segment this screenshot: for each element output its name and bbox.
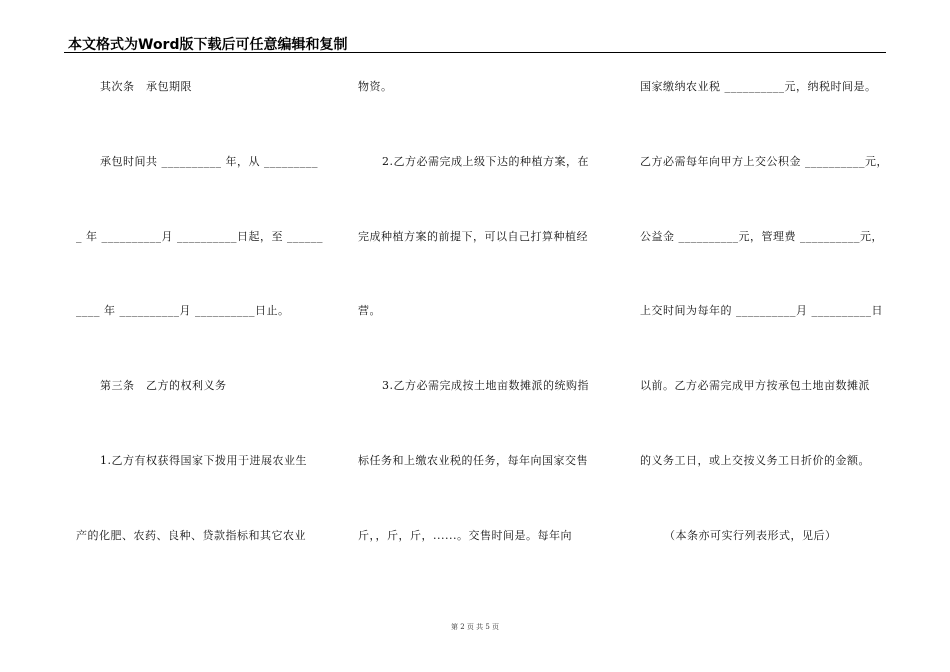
text-line: 1.乙方有权获得国家下拨用于进展农业生 bbox=[100, 454, 307, 467]
text-line: _ 年 __________月 __________日起，至 ______ bbox=[76, 230, 323, 243]
text-line: 以前。乙方必需完成甲方按承包土地亩数摊派 bbox=[640, 379, 870, 392]
text-line: 3.乙方必需完成按土地亩数摊派的统购指 bbox=[382, 379, 589, 392]
text-line: 的义务工日，或上交按义务工日折价的金额。 bbox=[640, 454, 870, 467]
text-line: 国家缴纳农业税 __________元，纳税时间是。 bbox=[640, 80, 877, 93]
text-line: 标任务和上缴农业税的任务，每年向国家交售 bbox=[358, 454, 588, 467]
text-line: 公益金 __________元，管理费 __________元， bbox=[640, 230, 883, 243]
header-divider bbox=[64, 52, 886, 53]
text-line: 承包时间共 __________ 年，从 _________ bbox=[100, 155, 318, 168]
text-line: 物资。 bbox=[358, 80, 393, 93]
text-line: 2.乙方必需完成上级下达的种植方案，在 bbox=[382, 155, 589, 168]
text-line: 第三条 乙方的权利义务 bbox=[100, 379, 227, 392]
text-line: 完成种植方案的前提下，可以自己打算种植经 bbox=[358, 230, 588, 243]
text-line: 斤，，斤，斤，......。交售时间是。每年向 bbox=[358, 529, 572, 542]
text-line: ____ 年 __________月 __________日止。 bbox=[76, 304, 290, 317]
text-line: 上交时间为每年的 __________月 __________日 bbox=[640, 304, 883, 317]
text-line: 其次条 承包期限 bbox=[100, 80, 192, 93]
text-line: 产的化肥、农药、良种、贷款指标和其它农业 bbox=[76, 529, 306, 542]
text-line: 乙方必需每年向甲方上交公积金 __________元， bbox=[640, 155, 888, 168]
text-line: （本条亦可实行列表形式，见后） bbox=[664, 529, 837, 542]
text-line: 营。 bbox=[358, 304, 381, 317]
page-header-title: 本文格式为Word版下载后可任意编辑和复制 bbox=[68, 37, 348, 53]
page-number: 第 2 页 共 5 页 bbox=[450, 623, 500, 631]
